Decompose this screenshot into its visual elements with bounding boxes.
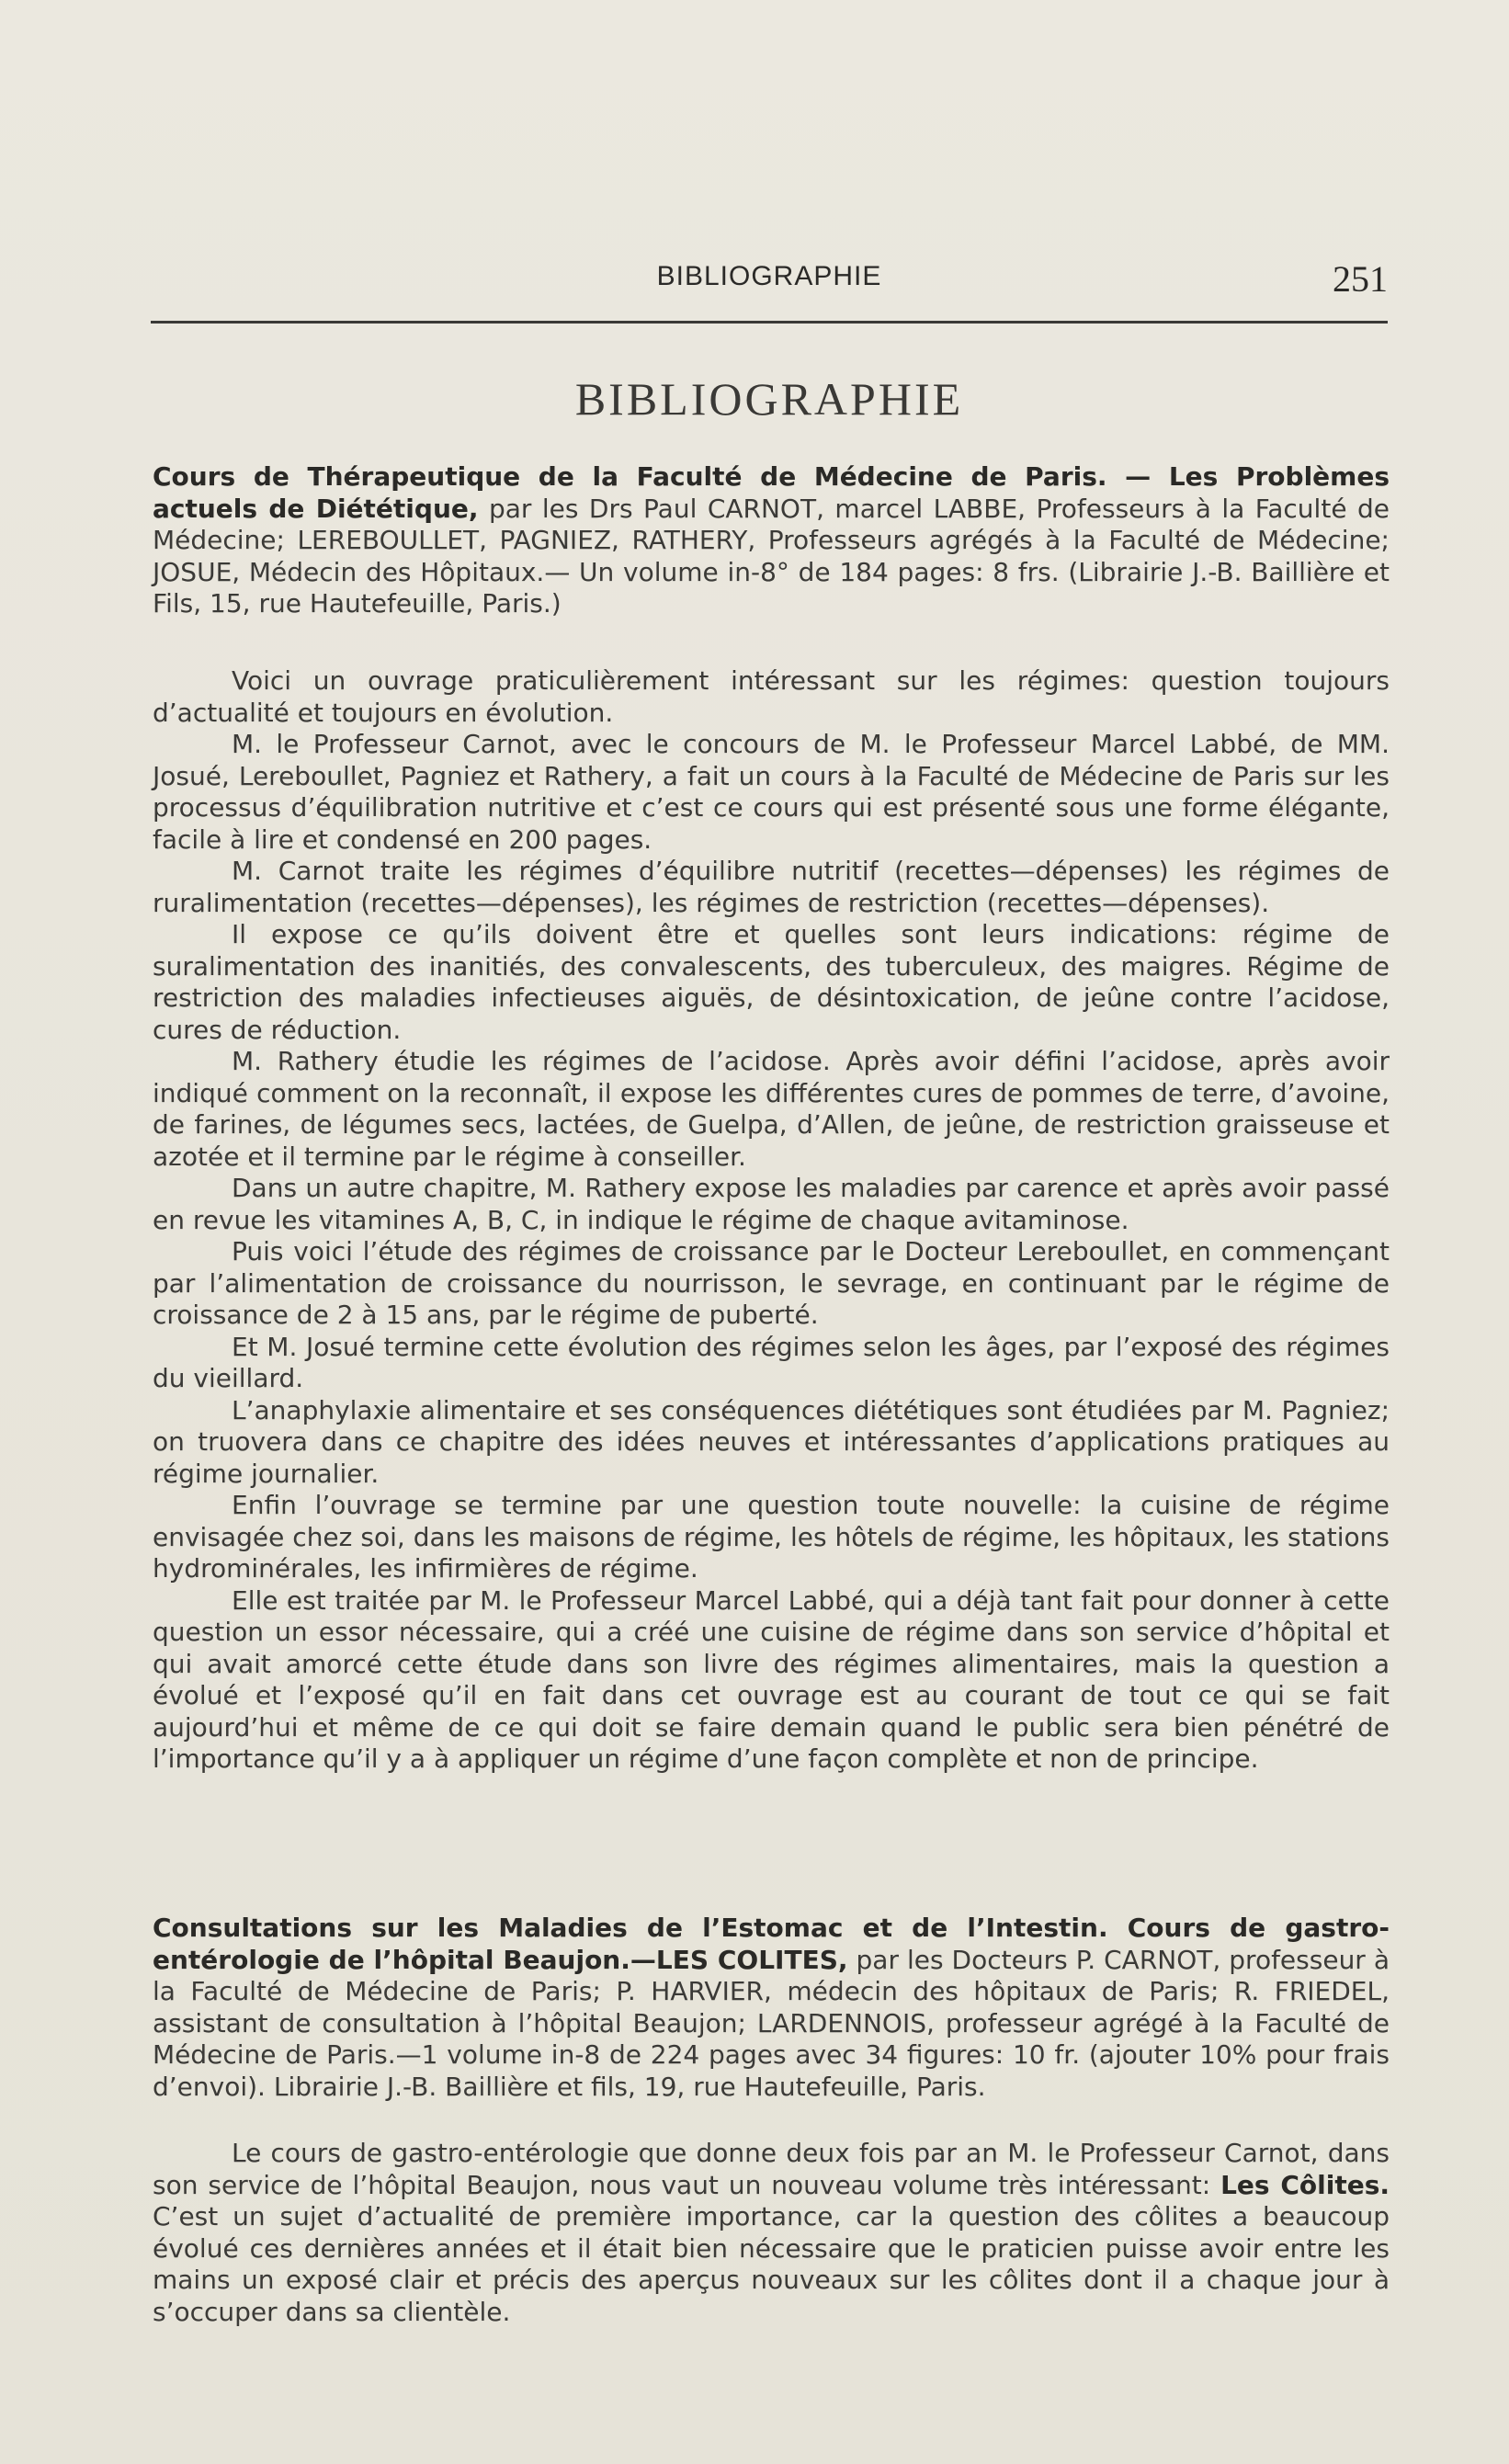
section1-paragraph: L’anaphylaxie alimentaire et ses conséquences diététiques sont étudiées par M. Pagniez; on truovera dans ce chapitre des idées neuves et intéressantes d’applications pratiques au régime journalier. xyxy=(153,1394,1390,1489)
section1-paragraph: Il expose ce qu’ils doivent être et quelles sont leurs indications: régime de suralimentation des inanitiés, des convalescents, des tuberculeux, des maigres. Régime de restriction des maladies infectieuses aiguës, de désintoxication, de jeûne contre l’acidose, cures de réduction. xyxy=(153,919,1390,1045)
section1-citation-text: par les Drs Paul CARNOT, marcel LABBE, Professeurs à la Faculté de Médecine; LEREBOULLET, PAGNIEZ, RATHERY, Professeurs agrégés à la Faculté de Médecine; JOSUE, Médecin des Hôpitaux.— Un volume in-8° de 184 pages: 8 frs. (Librairie J.-B. Baillière et Fils, 15, rue Hautefeuille, Paris.) xyxy=(153,493,1390,619)
page-number: 251 xyxy=(1333,258,1388,300)
section1-citation xyxy=(153,461,1390,620)
section1-paragraph: Dans un autre chapitre, M. Rathery expose les maladies par carence et après avoir passé en revue les vitamines A, B, C, in indique le régime de chaque avitaminose. xyxy=(153,1173,1390,1235)
section1-paragraph: Enfin l’ouvrage se termine par une question toute nouvelle: la cuisine de régime envisagée chez soi, dans les maisons de régime, les hôtels de régime, les hôpitaux, les stations hydrominérales, les infirmières de régime. xyxy=(153,1490,1390,1584)
section2-bold-term: Les Côlites. xyxy=(1220,2169,1390,2200)
section1-title: Cours de Thérapeutique de la Faculté de Médecine de Paris. — Les Problèmes actuels de Diététique, xyxy=(153,461,1390,524)
running-head-title: BIBLIOGRAPHIE xyxy=(656,261,882,291)
section1-paragraph: Et M. Josué termine cette évolution des régimes selon les âges, par l’exposé des régimes du vieillard. xyxy=(153,1331,1390,1393)
section2-citation-text: par les Docteurs P. CARNOT, professeur à la Faculté de Médecine de Paris; P. HARVIER, médecin des hôpitaux de Paris; R. FRIEDEL, assistant de consultation à l’hôpital Beaujon; LARDENNOIS, professeur agrégé à la Faculté de Médecine de Paris.—1 volume in-8 de 224 pages avec 34 figures: 10 fr. (ajouter 10% pour frais d’envoi). Librairie J.-B. Baillière et fils, 19, rue Hautefeuille, Paris. xyxy=(153,1944,1390,2102)
page-title: BIBLIOGRAPHIE xyxy=(574,373,964,425)
section1-paragraph: M. Rathery étudie les régimes de l’acidose. Après avoir défini l’acidose, après avoir indiqué comment on la reconnaît, il expose les différentes cures de pommes de terre, d’avoine, de farines, de légumes secs, lactées, de Guelpa, d’Allen, de jeûne, de restriction graisseuse et azotée et il termine par le régime à conseiller. xyxy=(153,1046,1390,1172)
section2-paragraph-start: Le cours de gastro-entérologie que donne deux fois par an M. le Professeur Carnot, dans son service de l’hôpital Beaujon, nous vaut un nouveau volume très intéressant: xyxy=(153,2138,1390,2200)
section1-paragraph: Puis voici l’étude des régimes de croissance par le Docteur Lereboullet, en commençant par l’alimentation de croissance du nourrisson, le sevrage, en continuant par le régime de croissance de 2 à 15 ans, par le régime de puberté. xyxy=(153,1236,1390,1330)
section2-title: Consultations sur les Maladies de l’Estomac et de l’Intestin. Cours de gastro-entérologie de l’hôpital Beaujon.—LES COLITES, xyxy=(153,1913,1390,1975)
running-head xyxy=(151,257,1388,301)
section2-citation xyxy=(153,1913,1390,2103)
section1-paragraph: Voici un ouvrage praticulièrement intéressant sur les régimes: question toujours d’actualité et toujours en évolution. xyxy=(153,665,1390,728)
section2-body xyxy=(153,2138,1390,2328)
section1-paragraph: M. le Professeur Carnot, avec le concours de M. le Professeur Marcel Labbé, de MM. Josué, Lereboullet, Pagniez et Rathery, a fait un cours à la Faculté de Médecine de Paris sur les processus d’équilibration nutritive et c’est ce cours qui est présenté sous une forme élégante, facile à lire et condensé en 200 pages. xyxy=(153,729,1390,855)
section1-paragraph: M. Carnot traite les régimes d’équilibre nutritif (recettes—dépenses) les régimes de ruralimentation (recettes—dépenses), les régimes de restriction (recettes—dépenses). xyxy=(153,856,1390,918)
section1-body xyxy=(153,665,1390,1776)
header-rule xyxy=(151,321,1388,324)
section1-paragraph: Elle est traitée par M. le Professeur Marcel Labbé, qui a déjà tant fait pour donner à cette question un essor nécessaire, qui a créé une cuisine de régime dans son service d’hôpital et qui avait amorcé cette étude dans son livre des régimes alimentaires, mais la question a évolué et l’exposé qu’il en fait dans cet ouvrage est au courant de tout ce qui se fait aujourd’hui et même de ce qui doit se faire demain quand le public sera bien pénétré de l’importance qu’il y a à appliquer un régime d’une façon complète et non de principe. xyxy=(153,1584,1390,1774)
section2-paragraph-end: C’est un sujet d’actualité de première importance, car la question des côlites a beaucoup évolué ces dernières années et il était bien nécessaire que le praticien puisse avoir entre les mains un exposé clair et précis des aperçus nouveaux sur les côlites dont il a chaque jour à s’occuper dans sa clientèle. xyxy=(153,2201,1390,2327)
section2-paragraph xyxy=(153,2138,1390,2328)
